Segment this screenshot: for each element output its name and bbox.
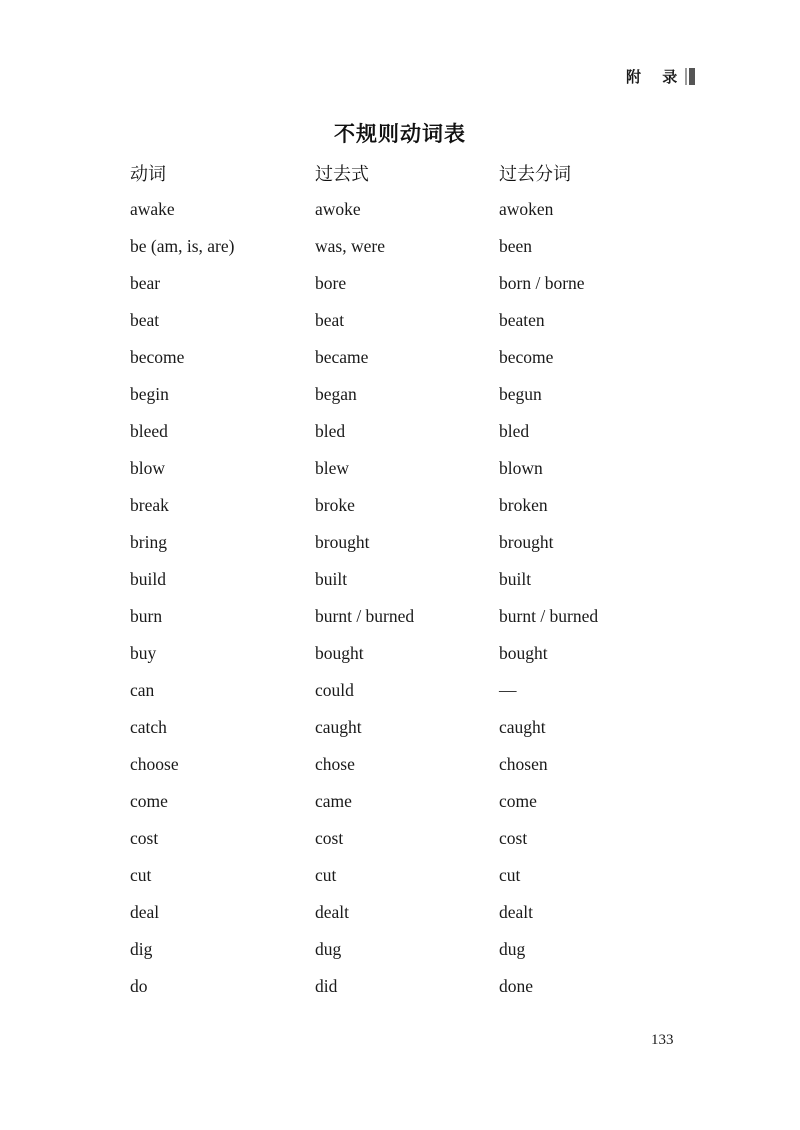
cell-past-participle: chosen — [499, 754, 548, 774]
table-row — [130, 635, 690, 672]
cell-verb: deal — [130, 902, 160, 922]
irregular-verb-table — [130, 155, 690, 1005]
cell-verb: do — [130, 976, 148, 996]
cell-past-participle: bought — [499, 643, 548, 663]
table-row — [130, 968, 690, 1005]
cell-past-participle: beaten — [499, 310, 545, 330]
table-row — [130, 931, 690, 968]
table-row — [130, 894, 690, 931]
cell-past-tense: became — [315, 347, 369, 367]
cell-past-tense: brought — [315, 532, 370, 552]
cell-verb: awake — [130, 199, 175, 219]
cell-past-participle: — — [499, 680, 517, 700]
cell-verb: bring — [130, 532, 167, 552]
bookmark-bar-thin — [685, 68, 687, 85]
cell-past-tense: beat — [315, 310, 345, 330]
cell-verb: choose — [130, 754, 179, 774]
cell-verb: bear — [130, 273, 161, 293]
table-body — [130, 191, 690, 1005]
cell-past-tense: cut — [315, 865, 337, 885]
cell-past-participle: caught — [499, 717, 546, 737]
cell-past-participle: blown — [499, 458, 543, 478]
table-row — [130, 302, 690, 339]
cell-past-tense: came — [315, 791, 352, 811]
table-row — [130, 191, 690, 228]
column-header-past-participle: 过去分词 — [499, 164, 571, 185]
table-row — [130, 524, 690, 561]
cell-verb: cut — [130, 865, 152, 885]
cell-past-tense: began — [315, 384, 357, 404]
cell-past-participle: done — [499, 976, 534, 996]
cell-past-tense: bled — [315, 421, 346, 441]
cell-verb: be (am, is, are) — [130, 236, 235, 256]
cell-past-participle: burnt / burned — [499, 606, 599, 626]
cell-past-tense: cost — [315, 828, 344, 848]
cell-past-participle: begun — [499, 384, 542, 404]
cell-past-participle: cost — [499, 828, 528, 848]
cell-past-participle: dealt — [499, 902, 534, 922]
cell-past-tense: could — [315, 680, 354, 700]
table-row — [130, 746, 690, 783]
cell-past-participle: come — [499, 791, 537, 811]
table-row — [130, 672, 690, 709]
table-header — [130, 155, 690, 191]
cell-past-tense: dealt — [315, 902, 350, 922]
bookmark-bar-thick — [689, 68, 695, 85]
table-row — [130, 857, 690, 894]
cell-past-tense: built — [315, 569, 348, 589]
cell-past-participle: awoken — [499, 199, 554, 219]
table-row — [130, 598, 690, 635]
cell-past-participle: born / borne — [499, 273, 585, 293]
cell-past-participle: dug — [499, 939, 526, 959]
cell-verb: come — [130, 791, 168, 811]
cell-verb: can — [130, 680, 155, 700]
cell-past-participle: broken — [499, 495, 548, 515]
table-row — [130, 339, 690, 376]
cell-verb: become — [130, 347, 185, 367]
cell-past-tense: bought — [315, 643, 364, 663]
cell-past-participle: been — [499, 236, 533, 256]
table-row — [130, 450, 690, 487]
column-header-verb: 动词 — [130, 164, 166, 185]
cell-past-tense: was, were — [315, 236, 385, 256]
table-row — [130, 820, 690, 857]
table-row — [130, 265, 690, 302]
cell-verb: blow — [130, 458, 165, 478]
cell-verb: buy — [130, 643, 157, 663]
cell-verb: cost — [130, 828, 159, 848]
page-number: 133 — [651, 1032, 674, 1048]
cell-verb: dig — [130, 939, 153, 959]
cell-past-tense: bore — [315, 273, 347, 293]
cell-past-participle: brought — [499, 532, 554, 552]
cell-past-tense: burnt / burned — [315, 606, 415, 626]
table-row — [130, 709, 690, 746]
cell-verb: begin — [130, 384, 169, 404]
cell-past-tense: dug — [315, 939, 342, 959]
cell-past-tense: did — [315, 976, 338, 996]
cell-verb: break — [130, 495, 169, 515]
table-row — [130, 376, 690, 413]
cell-verb: burn — [130, 606, 163, 626]
cell-past-tense: chose — [315, 754, 355, 774]
cell-past-tense: broke — [315, 495, 355, 515]
page-title: 不规则动词表 — [334, 122, 466, 146]
bookmark-bar-icon — [685, 68, 695, 85]
cell-verb: build — [130, 569, 166, 589]
table-row — [130, 228, 690, 265]
table-row — [130, 783, 690, 820]
cell-past-tense: awoke — [315, 199, 361, 219]
column-header-past-tense: 过去式 — [315, 164, 369, 185]
cell-past-tense: blew — [315, 458, 350, 478]
cell-verb: bleed — [130, 421, 168, 441]
cell-past-tense: caught — [315, 717, 362, 737]
cell-past-participle: become — [499, 347, 554, 367]
cell-past-participle: built — [499, 569, 532, 589]
table-row — [130, 561, 690, 598]
table-row — [130, 487, 690, 524]
cell-past-participle: cut — [499, 865, 521, 885]
cell-verb: beat — [130, 310, 160, 330]
running-head-text: 附 录 — [626, 67, 686, 86]
running-head — [626, 64, 695, 88]
cell-verb: catch — [130, 717, 167, 737]
cell-past-participle: bled — [499, 421, 530, 441]
table-row — [130, 413, 690, 450]
